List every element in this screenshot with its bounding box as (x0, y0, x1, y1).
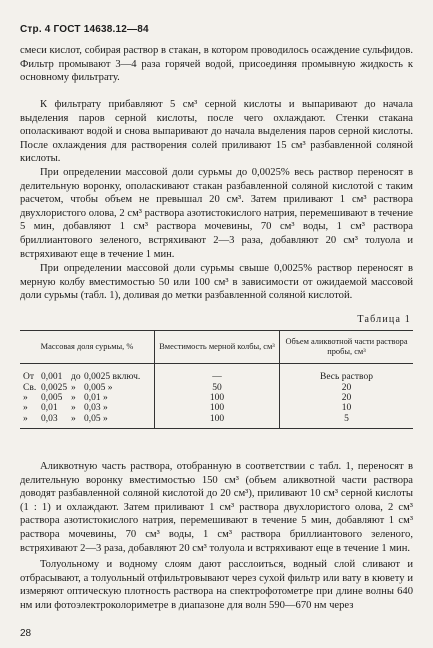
page-number: 28 (20, 628, 32, 639)
header-aliquot: Объем аликвотной части раствора пробы, см³ (280, 331, 414, 364)
mass-from: 0,0025 (41, 382, 68, 393)
table-1 (20, 330, 413, 429)
paragraph-1-text: смеси кислот, собирая раствор в стакан, в котором проводилось осаждение сульфидов. Фильтр промывают 3—4 раза горячей водой, присоединяя промывную жидкость к основному фильтрату. (20, 45, 413, 84)
mass-to-word: » (71, 393, 76, 403)
table-row (20, 383, 413, 393)
mass-to-word: » (71, 382, 76, 393)
page-header: Стр. 4 ГОСТ 14638.12—84 (20, 24, 149, 35)
mass-from: 0,001 (41, 372, 63, 383)
mass-to: 0,0025 включ. (84, 372, 141, 383)
paragraph-3 (20, 166, 413, 261)
paragraph-2 (20, 98, 413, 166)
cell-aliquot: 5 (280, 414, 414, 429)
cell-aliquot: 20 (280, 383, 414, 393)
cell-flask-volume: 100 (155, 414, 280, 429)
paragraph-4-text: При определении массовой доли сурьмы свыше 0,0025% раствор переносят в мерную колбу вместимостью 50 или 100 см³ в зависимости от ожидаемой массовой доли сурьмы (табл. 1), доливая до метки разбавленной соляной кислотой. (20, 263, 413, 302)
table-row (20, 403, 413, 413)
cell-flask-volume: 100 (155, 393, 280, 403)
paragraph-4 (20, 262, 413, 303)
paragraph-5-text: Аликвотную часть раствора, отобранную в соответствии с табл. 1, переносят в делительную воронку вместимостью 150 см³ (объем аликвотной части раствора доводят разбавленной соляной кислотой до 20 см³), приливают 10 см³ серной кислоты (1 : 1) и охлаждают. Затем приливают 1 см³ раствора двухлористого олова, 2 см³ раствора азотистокислого натрия, перемешивают в течение 5 мин, добавляют 1 см³ раствора мочевины, 70 см³ воды, 1 см³ раствора бриллиантового зеленого, встряхивают 2—3 раза, добавляют 20 см³ толуола и встряхивают еще в течение 1 мин. (20, 461, 413, 554)
cell-flask-volume: 100 (155, 403, 280, 413)
cell-aliquot: Весь раствор (280, 364, 414, 383)
mass-to: 0,005 » (84, 382, 113, 393)
header-flask-volume: Вместимость мерной колбы, см³ (155, 331, 280, 364)
cell-mass (20, 364, 155, 383)
table-caption: Таблица 1 (357, 314, 411, 325)
mass-from: 0,03 (41, 413, 58, 424)
header-mass: Массовая доля сурьмы, % (20, 331, 155, 364)
mass-to-word: до (71, 372, 81, 383)
mass-prefix: » (23, 393, 28, 403)
cell-flask-volume: 50 (155, 383, 280, 393)
mass-to-word: » (71, 413, 76, 424)
paragraph-6-text: Толуольному и водному слоям дают расслоиться, водный слой сливают и отбрасывают, а толуольный отфильтровывают через сухой фильтр или вату в кювету и измеряют оптическую плотность раствора на спектрофотометре при длине волны 640 нм или фотоэлектроколориметре в диапазоне для волн 590—670 нм через (20, 559, 413, 611)
mass-prefix: » (23, 403, 28, 414)
cell-mass (20, 393, 155, 403)
table-row (20, 393, 413, 403)
paragraph-6 (20, 558, 413, 612)
paragraph-2-text: К фильтрату прибавляют 5 см³ серной кислоты и выпаривают до начала выделения паров серной кислоты, после чего охлаждают. Стенки стакана ополаскивают водой и снова выпаривают до начала выделения паров серной кислоты. После охлаждения для растворения солей приливают 15 см³ разбавленной соляной кислоты. (20, 99, 413, 165)
mass-prefix: » (23, 413, 28, 424)
paragraph-5 (20, 460, 413, 555)
cell-mass (20, 403, 155, 413)
mass-prefix: Св. (23, 382, 37, 393)
mass-to: 0,03 » (84, 403, 108, 414)
table-row (20, 414, 413, 429)
mass-from: 0,01 (41, 403, 58, 414)
mass-to: 0,05 » (84, 413, 108, 424)
paragraph-1 (20, 44, 413, 85)
mass-to: 0,01 » (84, 393, 108, 403)
paragraph-3-text: При определении массовой доли сурьмы до 0,0025% весь раствор переносят в делительную воронку, ополаскивают стакан разбавленной соляной кислотой с таким расчетом, чтобы объем не превышал 20 см³. Затем приливают 1 см³ раствора двухлористого олова, 2 см³ раствора азотистокислого натрия, перемешивают в течение 5 мин, добавляют 1 см³ раствора мочевины, 70 см³ воды, 1 см³ раствора бриллиантового зеленого, встряхивают 2—3 раза, добавляют 20 см³ толуола и встряхивают еще в течение 1 мин. (20, 167, 413, 260)
cell-mass (20, 383, 155, 393)
table-row (20, 364, 413, 383)
table-header-row (20, 331, 413, 364)
cell-mass (20, 414, 155, 429)
cell-aliquot: 20 (280, 393, 414, 403)
mass-to-word: » (71, 403, 76, 414)
cell-aliquot: 10 (280, 403, 414, 413)
mass-prefix: От (23, 372, 35, 383)
cell-flask-volume: — (155, 364, 280, 383)
mass-from: 0,005 (41, 393, 63, 403)
